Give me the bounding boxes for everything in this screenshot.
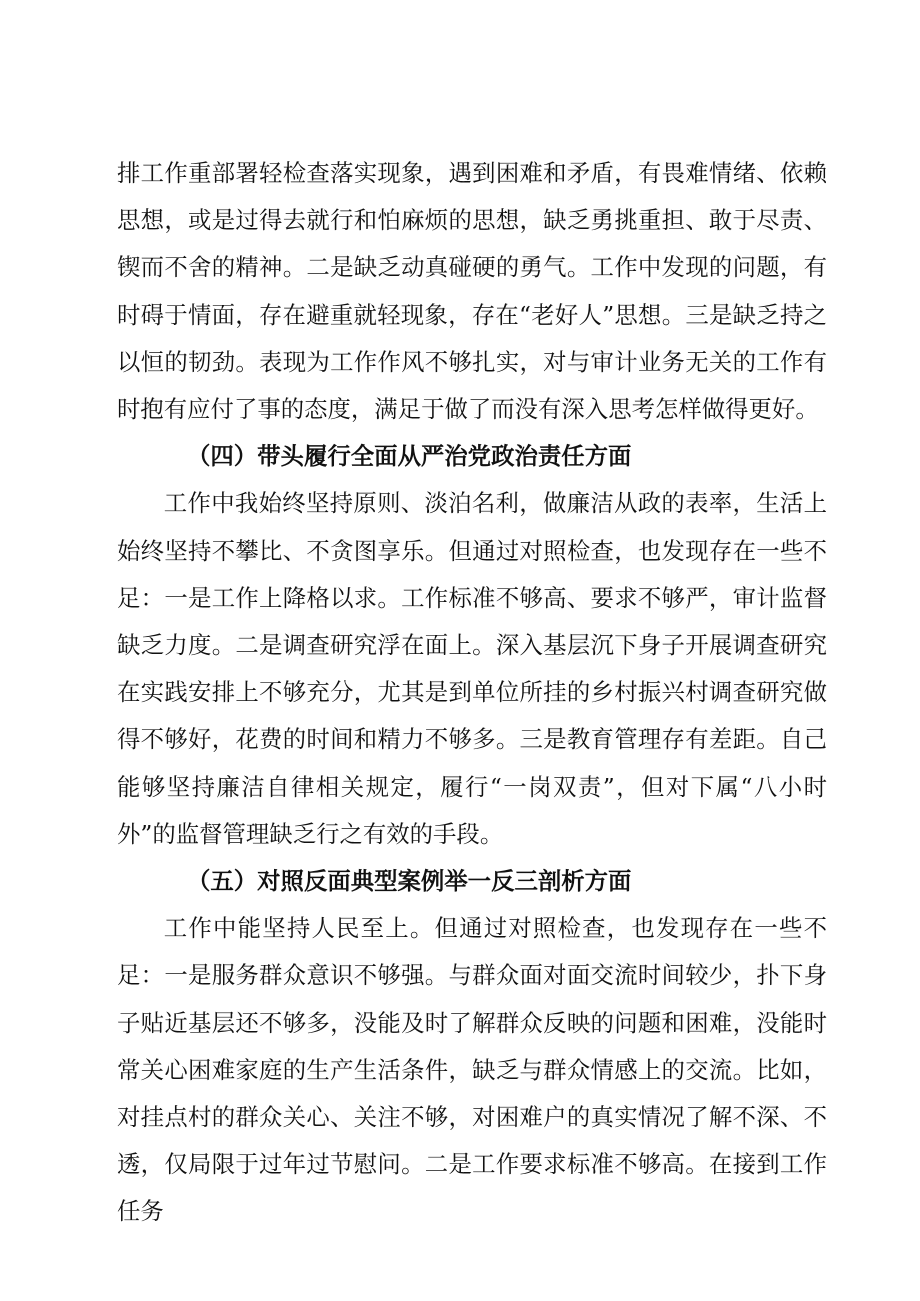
section-heading-four: （四）带头履行全面从严治党政治责任方面 [187, 442, 632, 471]
paragraph-section-five: 工作中能坚持人民至上。但通过对照检查，也发现存在一些不足：一是服务群众意识不够强。与群众面对面交流时间较少，扑下身子贴近基层还不够多，没能及时了解群众反映的问题和困难，没能时常关心困难家庭的生产生活条件，缺乏与群众情感上的交流。比如，对挂点村的群众关心、关注不够，对困难户的真实情况了解不深、不透，仅局限于过年过节慰问。二是工作要求标准不够高。在接到工作任务 [117, 914, 827, 1226]
paragraph-continuation: 排工作重部署轻检查落实现象，遇到困难和矛盾，有畏难情绪、依赖思想，或是过得去就行和怕麻烦的思想，缺乏勇挑重担、敢于尽责、锲而不舍的精神。二是缺乏动真碰硬的勇气。工作中发现的问题，有时碍于情面，存在避重就轻现象，存在“老好人”思想。三是缺乏持之以恒的韧劲。表现为工作作风不够扎实，对与审计业务无关的工作有时抱有应付了事的态度，满足于做了而没有深入思考怎样做得更好。 [117, 159, 827, 424]
paragraph-section-four: 工作中我始终坚持原则、淡泊名利，做廉洁从政的表率，生活上始终坚持不攀比、不贪图享乐。但通过对照检查，也发现存在一些不足：一是工作上降格以求。工作标准不够高、要求不够严，审计监督缺乏力度。二是调查研究浮在面上。深入基层沉下身子开展调查研究在实践安排上不够充分，尤其是到单位所挂的乡村振兴村调查研究做得不够好，花费的时间和精力不够多。三是教育管理存有差距。自己能够坚持廉洁自律相关规定，履行“一岗双责”，但对下属“八小时外”的监督管理缺乏行之有效的手段。 [117, 489, 827, 848]
section-heading-five: （五）对照反面典型案例举一反三剖析方面 [187, 867, 632, 896]
document-body [117, 150, 827, 1236]
